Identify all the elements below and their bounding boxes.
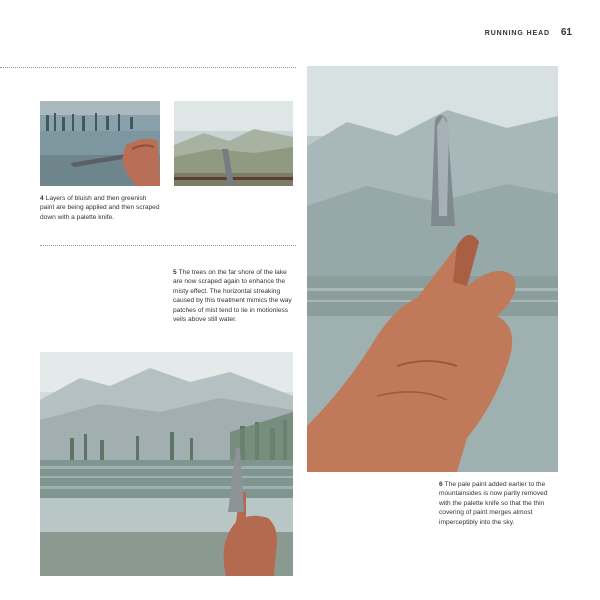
caption-6-number: 6 (439, 481, 443, 488)
caption-step-5 (173, 268, 293, 324)
caption-5-number: 5 (173, 269, 177, 276)
top-dotted-rule (0, 67, 296, 68)
caption-4-text: Layers of bluish and then greenish paint are being applied and then scraped down with a palette knife. (40, 195, 160, 221)
running-header (485, 27, 572, 38)
middle-dotted-rule (40, 245, 296, 246)
page-number: 61 (560, 27, 572, 38)
caption-step-6 (439, 480, 561, 527)
caption-4-number: 4 (40, 195, 44, 202)
running-head-text: RUNNING HEAD (484, 30, 551, 37)
step-4-photo-left (40, 101, 160, 186)
step-6-photo (307, 66, 558, 472)
caption-step-4 (40, 194, 162, 222)
step-5-photo (40, 352, 293, 576)
caption-5-text: The trees on the far shore of the lake are now scraped again to enhance the misty effect. The horizontal streaking caused by this treatment mimics the way patches of mist tend to lie in motionless veils above still water. (173, 269, 292, 324)
step-4-photo-right (174, 101, 293, 186)
caption-6-text: The pale paint added earlier to the mountainsides is now partly removed with the palette knife so that the thin covering of paint merges almost imperceptibly into the sky. (439, 481, 548, 526)
